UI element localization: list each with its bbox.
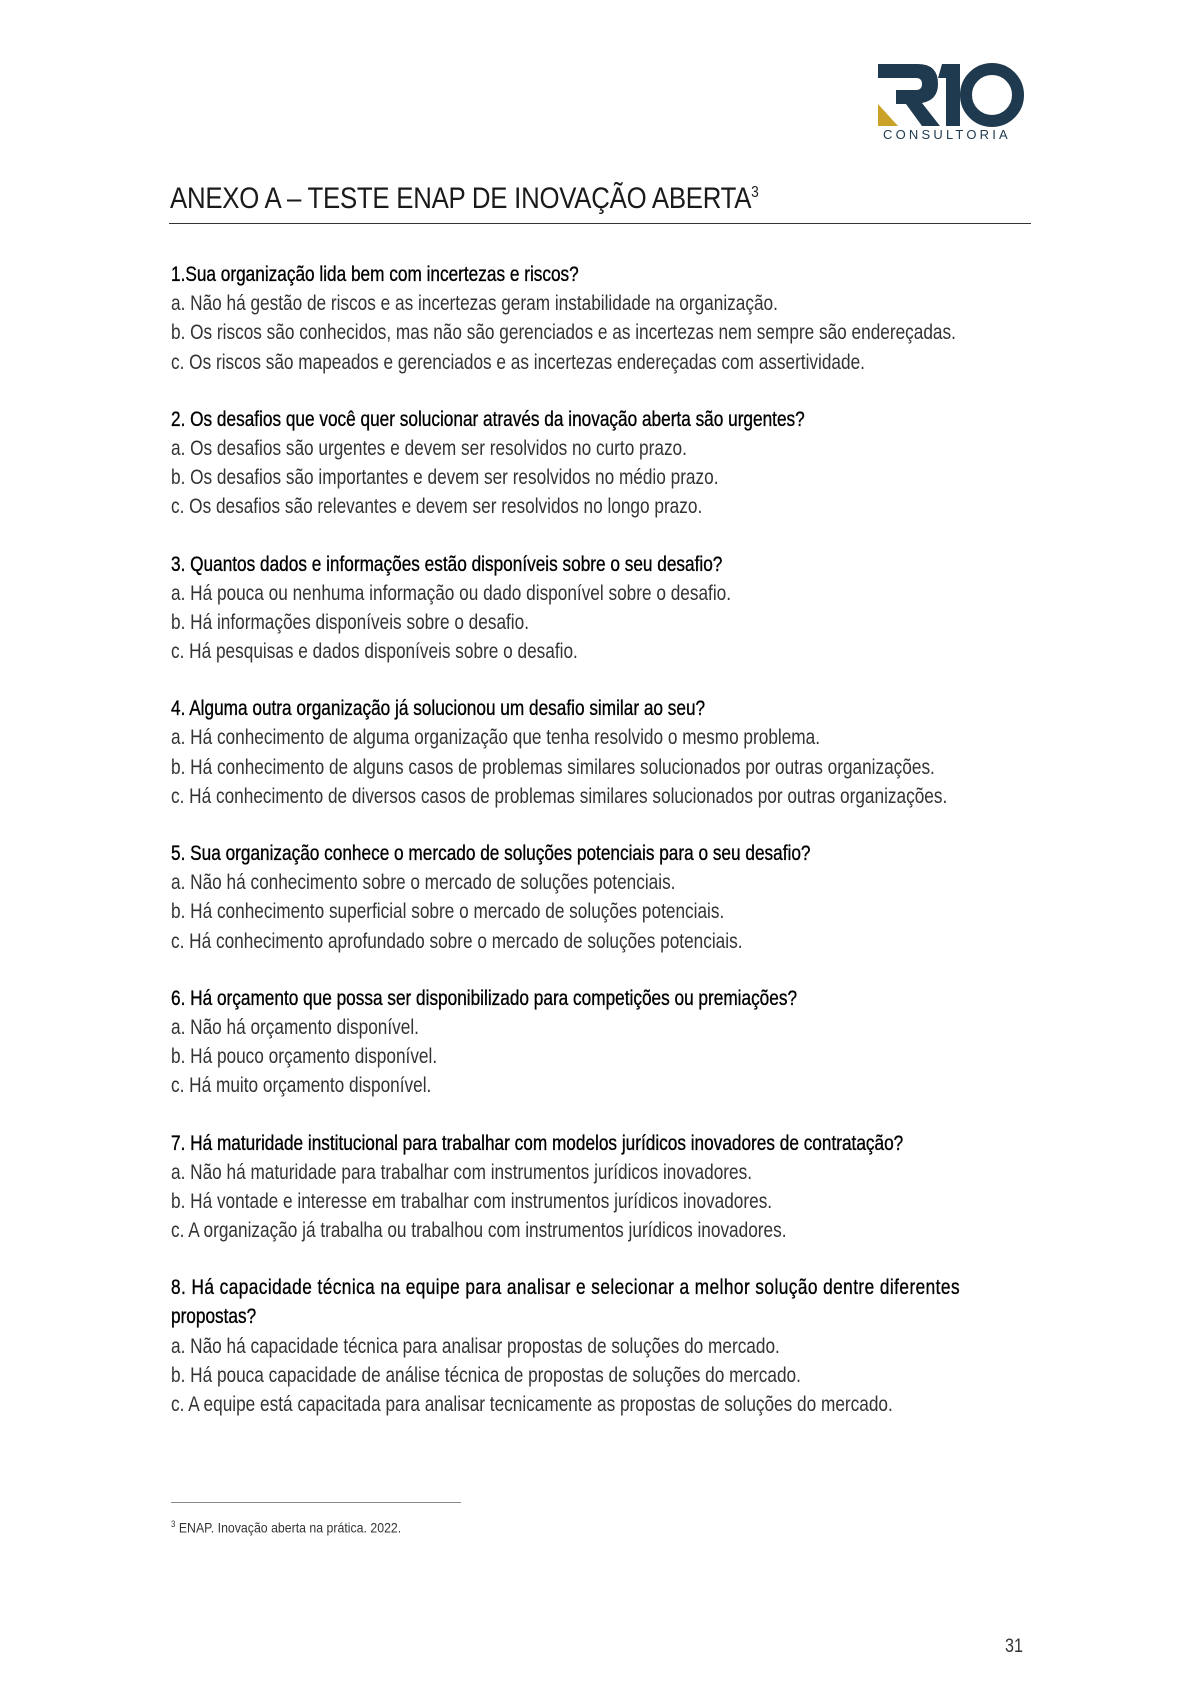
footnote-divider: [171, 1502, 461, 1503]
option-c: c. Há muito orçamento disponível.: [171, 1074, 432, 1098]
question-8: [171, 1273, 1071, 1419]
question-text-line-1: 8. Há capacidade técnica na equipe para analisar e selecionar a melhor solução dentre diferentes: [171, 1276, 961, 1300]
footnote-number: 3: [171, 1519, 176, 1529]
option-c: c. A organização já trabalha ou trabalhou com instrumentos jurídicos inovadores.: [171, 1219, 787, 1243]
question-text: 1.Sua organização lida bem com incertezas e riscos?: [171, 263, 579, 286]
question-7: [171, 1129, 1071, 1246]
option-b: b. Há vontade e interesse em trabalhar com instrumentos jurídicos inovadores.: [171, 1189, 773, 1213]
question-text-line-2: propostas?: [171, 1305, 257, 1329]
option-a: a. Não há capacidade técnica para analisar propostas de soluções do mercado.: [171, 1334, 780, 1358]
logo-subtitle: CONSULTORIA: [883, 127, 1011, 142]
question-text: 6. Há orçamento que possa ser disponibilizado para competições ou premiações?: [171, 986, 798, 1010]
option-c: c. Os desafios são relevantes e devem ser resolvidos no longo prazo.: [171, 495, 703, 519]
option-a: a. Não há conhecimento sobre o mercado de soluções potenciais.: [171, 871, 676, 895]
page-title: [170, 182, 910, 216]
option-b: b. Há conhecimento superficial sobre o mercado de soluções potenciais.: [171, 900, 725, 924]
question-5: [171, 839, 1071, 956]
option-b: b. Há informações disponíveis sobre o desafio.: [171, 610, 529, 634]
option-a: a. Não há orçamento disponível.: [171, 1015, 419, 1039]
question-text: 5. Sua organização conhece o mercado de soluções potenciais para o seu desafio?: [171, 842, 811, 865]
option-c: c. Há conhecimento de diversos casos de problemas similares solucionados por outras organizações.: [171, 784, 948, 808]
questionnaire: [171, 260, 1071, 1447]
question-text: 7. Há maturidade institucional para trabalhar com modelos jurídicos inovadores de contratação?: [171, 1131, 904, 1155]
r10-logo-mark-icon: [876, 60, 1026, 130]
option-a: a. Há conhecimento de alguma organização que tenha resolvido o mesmo problema.: [171, 726, 821, 750]
option-c: c. Os riscos são mapeados e gerenciados e as incertezas endereçadas com assertividade.: [171, 350, 865, 374]
option-b: b. Os riscos são conhecidos, mas não são gerenciados e as incertezas nem sempre são endereçadas.: [171, 321, 956, 345]
option-b: b. Há pouca capacidade de análise técnica de propostas de soluções do mercado.: [171, 1363, 801, 1387]
option-b: b. Há conhecimento de alguns casos de problemas similares solucionados por outras organizações.: [171, 755, 935, 779]
page-title-text: ANEXO A – TESTE ENAP DE INOVAÇÃO ABERTA: [170, 182, 752, 215]
option-a: a. Há pouca ou nenhuma informação ou dado disponível sobre o desafio.: [171, 581, 732, 605]
option-c: c. A equipe está capacitada para analisar tecnicamente as propostas de soluções do mercado.: [171, 1393, 893, 1416]
question-3: [171, 550, 1071, 667]
question-6: [171, 984, 1071, 1101]
question-4: [171, 694, 1071, 811]
question-text: 2. Os desafios que você quer solucionar através da inovação aberta são urgentes?: [171, 407, 805, 431]
option-c: c. Há pesquisas e dados disponíveis sobre o desafio.: [171, 640, 578, 664]
footnote-ref: 3: [751, 184, 759, 201]
option-a: a. Não há maturidade para trabalhar com instrumentos jurídicos inovadores.: [171, 1160, 753, 1184]
footnote: [171, 1519, 401, 1536]
page-number: 31: [1005, 1636, 1023, 1657]
option-b: b. Os desafios são importantes e devem ser resolvidos no médio prazo.: [171, 466, 719, 490]
question-2: [171, 405, 1071, 522]
question-1: [171, 260, 1071, 377]
question-text: 4. Alguma outra organização já solucionou um desafio similar ao seu?: [171, 697, 706, 721]
footnote-text: ENAP. Inovação aberta na prática. 2022.: [178, 1519, 402, 1536]
option-b: b. Há pouco orçamento disponível.: [171, 1045, 438, 1069]
title-divider: [169, 223, 1031, 224]
option-a: a. Não há gestão de riscos e as incertezas geram instabilidade na organização.: [171, 292, 778, 316]
option-a: a. Os desafios são urgentes e devem ser resolvidos no curto prazo.: [171, 436, 687, 460]
option-c: c. Há conhecimento aprofundado sobre o mercado de soluções potenciais.: [171, 929, 743, 953]
question-text: 3. Quantos dados e informações estão disponíveis sobre o seu desafio?: [171, 552, 723, 576]
